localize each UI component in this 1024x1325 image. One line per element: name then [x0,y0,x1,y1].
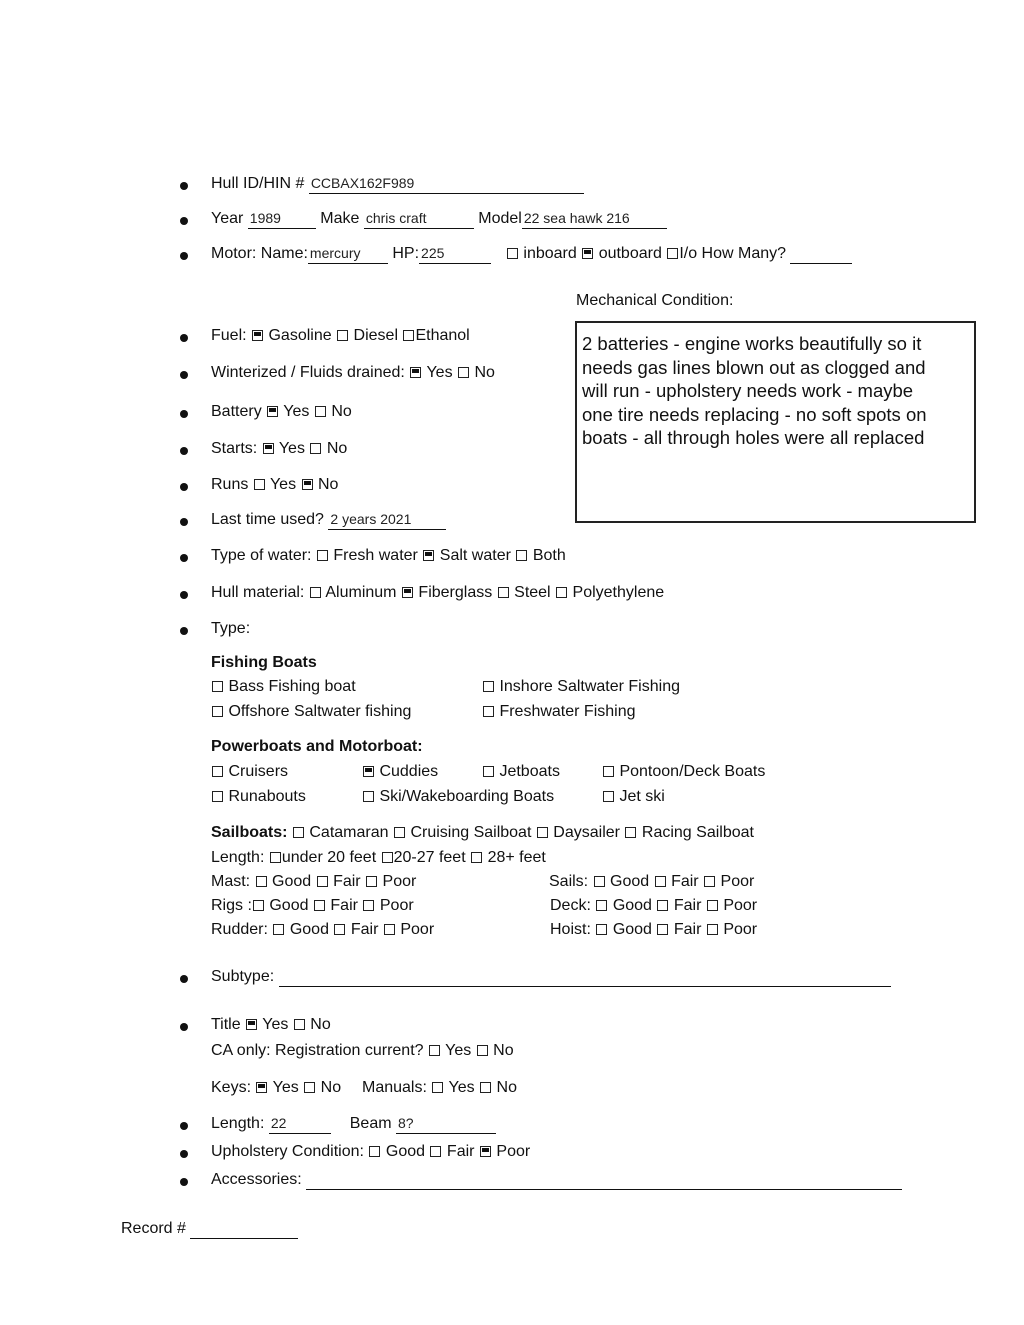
sail-title: Sailboats: [211,824,288,841]
hp-label: HP: [392,245,420,262]
manuals-no-checkbox[interactable] [480,1082,491,1093]
manuals-label: Manuals: [362,1079,427,1096]
under20-checkbox[interactable] [270,852,281,863]
deck-good-checkbox[interactable] [596,900,607,911]
make-label: Make [320,210,360,227]
sails-label: Sails: [549,873,589,890]
model-label: Model [478,210,522,227]
beam-value: 8? [398,1115,414,1131]
ethanol-checkbox[interactable] [403,330,414,341]
fiberglass-label: Fiberglass [418,584,493,601]
hp-value: 225 [421,245,445,261]
freshwater-label: Freshwater Fishing [499,703,636,720]
hoist-fair-checkbox[interactable] [657,924,668,935]
ski-option [362,787,554,807]
sails-fair-label: Fair [671,873,699,890]
sails-good-label: Good [610,873,650,890]
fresh-water-checkbox[interactable] [317,550,328,561]
beam-label: Beam [349,1115,392,1132]
bullet [180,182,188,190]
ski-label: Ski/Wakeboarding Boats [379,788,555,805]
offshore-checkbox[interactable] [212,706,223,717]
last-used-field[interactable] [328,511,446,530]
sail-length-label: Length: [211,849,265,866]
jetski-option [602,787,665,807]
battery-yes-label: Yes [283,403,310,420]
runs-yes-checkbox[interactable] [254,479,265,490]
steel-label: Steel [514,584,551,601]
bullet [180,591,188,599]
power-title: Powerboats and Motorboat: [211,738,423,755]
runs-no-label: No [317,476,339,493]
registration-yes-label: Yes [445,1042,472,1059]
motor-name-value: mercury [309,245,361,261]
jetski-label: Jet ski [619,788,665,805]
bass-option [211,677,356,697]
rigs-poor-checkbox[interactable] [363,900,374,911]
motor-name-field[interactable] [308,245,388,264]
rudder-good-label: Good [289,921,329,938]
deck-poor-checkbox[interactable] [707,900,718,911]
subtype-label: Subtype: [211,968,275,985]
sails-row [549,872,754,892]
bullet [180,1178,188,1186]
cruising-checkbox[interactable] [394,827,405,838]
upholstery-good-label: Good [385,1143,426,1160]
bullet [180,975,188,983]
record-label: Record # [121,1220,186,1237]
battery-yes-checkbox[interactable] [267,406,278,417]
bullet [180,483,188,491]
mast-row [211,872,416,892]
make-value: chris craft [365,210,427,226]
salt-water-label: Salt water [439,547,511,564]
catamaran-label: Catamaran [309,824,389,841]
cruisers-option [211,762,288,782]
28plus-checkbox[interactable] [471,852,482,863]
bullet [180,554,188,562]
under20-label: under 20 feet [281,849,377,866]
daysailer-checkbox[interactable] [537,827,548,838]
diesel-label: Diesel [353,327,399,344]
bullet [180,627,188,635]
cuddies-option [362,762,438,782]
jetboats-option [482,762,560,782]
sails-poor-label: Poor [720,873,755,890]
runs-no-checkbox[interactable] [302,479,313,490]
inboard-checkbox[interactable] [507,248,518,259]
starts-label: Starts: [211,440,258,457]
last-used-value: 2 years 2021 [330,511,412,527]
polyethylene-label: Polyethylene [572,584,665,601]
water-label: Type of water: [211,547,312,564]
inshore-option [482,677,680,697]
polyethylene-checkbox[interactable] [556,587,567,598]
rigs-row [211,896,414,916]
battery-no-checkbox[interactable] [315,406,326,417]
model-value: 22 sea hawk 216 [523,210,630,226]
ski-checkbox[interactable] [363,791,374,802]
mechanical-label: Mechanical Condition: [576,292,734,309]
cuddies-checkbox[interactable] [363,766,374,777]
sails-good-checkbox[interactable] [594,876,605,887]
mechanical-notes-box[interactable] [575,321,976,523]
jetski-checkbox[interactable] [603,791,614,802]
year-make-model-row [211,209,667,229]
upholstery-fair-checkbox[interactable] [430,1146,441,1157]
rigs-poor-label: Poor [379,897,414,914]
deck-fair-label: Fair [673,897,702,914]
keys-yes-label: Yes [272,1079,299,1096]
registration-no-checkbox[interactable] [477,1045,488,1056]
runs-yes-label: Yes [269,476,297,493]
keys-label: Keys: [211,1079,252,1096]
gasoline-label: Gasoline [268,327,332,344]
title-no-label: No [310,1016,331,1033]
20to27-checkbox[interactable] [382,852,393,863]
deck-row [550,896,757,916]
subtype-row [211,967,891,987]
steel-checkbox[interactable] [498,587,509,598]
runs-row [211,475,338,495]
mast-label: Mast: [211,873,251,890]
bullet [180,252,188,260]
inshore-checkbox[interactable] [483,681,494,692]
keys-no-label: No [320,1079,342,1096]
title-label: Title [211,1016,241,1033]
year-value: 1989 [249,210,281,226]
winterized-row [211,363,495,383]
starts-no-checkbox[interactable] [310,443,321,454]
deck-fair-checkbox[interactable] [657,900,668,911]
registration-yes-checkbox[interactable] [429,1045,440,1056]
type-label: Type: [211,620,251,637]
winterized-no-checkbox[interactable] [458,367,469,378]
title-row [211,1015,331,1035]
upholstery-row [211,1142,530,1162]
bass-checkbox[interactable] [212,681,223,692]
salt-water-checkbox[interactable] [423,550,434,561]
bullet [180,410,188,418]
upholstery-poor-label: Poor [496,1143,531,1160]
hoist-good-label: Good [612,921,652,938]
rudder-poor-label: Poor [400,921,435,938]
bullet [180,518,188,526]
20to27-label: 20-27 feet [393,849,466,866]
io-checkbox[interactable] [667,248,678,259]
offshore-label: Offshore Saltwater fishing [228,703,412,720]
hoist-poor-label: Poor [723,921,758,938]
title-yes-checkbox[interactable] [246,1019,257,1030]
upholstery-label: Upholstery Condition: [211,1143,364,1160]
make-field[interactable] [364,210,474,229]
starts-yes-checkbox[interactable] [263,443,274,454]
hull-material-row [211,583,664,603]
hoist-poor-checkbox[interactable] [707,924,718,935]
mast-fair-checkbox[interactable] [317,876,328,887]
upholstery-good-checkbox[interactable] [369,1146,380,1157]
jetboats-label: Jetboats [499,763,560,780]
battery-no-label: No [331,403,352,420]
winterized-no-label: No [474,364,495,381]
freshwater-checkbox[interactable] [483,706,494,717]
keys-manuals-row [211,1078,517,1098]
hoist-row [550,920,757,940]
cruisers-checkbox[interactable] [212,766,223,777]
outboard-label: outboard [598,245,662,262]
manuals-yes-label: Yes [448,1079,475,1096]
bullet [180,447,188,455]
jetboats-checkbox[interactable] [483,766,494,777]
bullet [180,1023,188,1031]
hull-id-label: Hull ID/HIN # [211,175,305,192]
last-used-row [211,510,446,530]
mast-good-checkbox[interactable] [256,876,267,887]
outboard-checkbox[interactable] [582,248,593,259]
mechanical-notes: 2 batteries - engine works beautifully so it needs gas lines blown out as clogged and will run - upholstery needs work - maybe one tire needs replacing - no soft spots on boats - all through holes were all replaced [582,333,927,448]
subtype-field[interactable] [279,968,891,987]
hull-id-value: CCBAX162F989 [310,175,415,191]
registration-no-label: No [493,1042,514,1059]
runs-label: Runs [211,476,249,493]
offshore-option [211,702,411,722]
record-row [121,1219,298,1239]
both-water-label: Both [532,547,566,564]
inboard-label: inboard [523,245,577,262]
how-many-field[interactable] [790,245,852,264]
rudder-label: Rudder: [211,921,268,938]
deck-poor-label: Poor [723,897,758,914]
gasoline-checkbox[interactable] [252,330,263,341]
runabouts-label: Runabouts [228,788,306,805]
diesel-checkbox[interactable] [337,330,348,341]
mast-poor-label: Poor [382,873,417,890]
sail-length-row [211,848,546,868]
pontoon-option [602,762,765,782]
rudder-fair-label: Fair [350,921,379,938]
battery-row [211,402,352,422]
beam-field[interactable] [396,1115,496,1134]
catamaran-checkbox[interactable] [293,827,304,838]
motor-row [211,244,852,264]
keys-no-checkbox[interactable] [304,1082,315,1093]
title-yes-label: Yes [262,1016,289,1033]
bass-label: Bass Fishing boat [228,678,356,695]
io-label: I/o How Many? [679,245,787,262]
title-no-checkbox[interactable] [294,1019,305,1030]
winterized-yes-checkbox[interactable] [410,367,421,378]
runabouts-option [211,787,306,807]
hull-material-label: Hull material: [211,584,305,601]
freshwater-option [482,702,636,722]
winterized-label: Winterized / Fluids drained: [211,364,405,381]
fuel-row [211,326,470,346]
fuel-label: Fuel: [211,327,247,344]
pontoon-checkbox[interactable] [603,766,614,777]
hoist-fair-label: Fair [673,921,702,938]
rigs-fair-label: Fair [330,897,358,914]
sails-fair-checkbox[interactable] [655,876,666,887]
fiberglass-checkbox[interactable] [402,587,413,598]
bullet [180,1122,188,1130]
hp-field[interactable] [419,245,491,264]
rigs-label: Rigs : [211,897,252,914]
length-field[interactable] [269,1115,331,1134]
record-field[interactable] [190,1220,298,1239]
cruisers-label: Cruisers [228,763,289,780]
accessories-label: Accessories: [211,1171,302,1188]
manuals-no-label: No [496,1079,517,1096]
28plus-label: 28+ feet [487,849,546,866]
fishing-title: Fishing Boats [211,654,317,671]
winterized-yes-label: Yes [426,364,453,381]
water-row [211,546,566,566]
registration-row [211,1041,514,1061]
rigs-fair-checkbox[interactable] [314,900,325,911]
accessories-row [211,1170,902,1190]
inshore-label: Inshore Saltwater Fishing [499,678,680,695]
last-used-label: Last time used? [211,511,324,528]
year-field[interactable] [248,210,316,229]
racing-checkbox[interactable] [625,827,636,838]
rudder-row [211,920,434,940]
cuddies-label: Cuddies [379,763,439,780]
mast-poor-checkbox[interactable] [366,876,377,887]
deck-label: Deck: [550,897,591,914]
hull-id-field[interactable] [309,175,584,194]
rigs-good-checkbox[interactable] [253,900,264,911]
hoist-label: Hoist: [550,921,591,938]
bullet [180,1150,188,1158]
rigs-good-label: Good [269,897,309,914]
mast-fair-label: Fair [333,873,361,890]
sailboats-row [211,823,754,843]
starts-no-label: No [326,440,348,457]
mast-good-label: Good [272,873,312,890]
upholstery-fair-label: Fair [446,1143,475,1160]
battery-label: Battery [211,403,262,420]
starts-yes-label: Yes [278,440,305,457]
runabouts-checkbox[interactable] [212,791,223,802]
bullet [180,217,188,225]
racing-label: Racing Sailboat [641,824,754,841]
model-field[interactable] [522,210,667,229]
deck-good-label: Good [612,897,652,914]
upholstery-poor-checkbox[interactable] [480,1146,491,1157]
sails-poor-checkbox[interactable] [704,876,715,887]
rudder-fair-checkbox[interactable] [334,924,345,935]
aluminum-label: Aluminum [325,584,397,601]
cruising-label: Cruising Sailboat [410,824,532,841]
length-value: 22 [270,1115,287,1131]
aluminum-checkbox[interactable] [310,587,321,598]
registration-label: CA only: Registration current? [211,1042,424,1059]
rudder-good-checkbox[interactable] [273,924,284,935]
both-water-checkbox[interactable] [516,550,527,561]
fresh-water-label: Fresh water [333,547,418,564]
ethanol-label: Ethanol [415,327,470,344]
year-label: Year [211,210,244,227]
pontoon-label: Pontoon/Deck Boats [619,763,766,780]
rudder-poor-checkbox[interactable] [384,924,395,935]
length-beam-row [211,1114,496,1134]
keys-yes-checkbox[interactable] [256,1082,267,1093]
starts-row [211,439,347,459]
hull-id-row [211,174,584,194]
length-label: Length: [211,1115,265,1132]
daysailer-label: Daysailer [553,824,620,841]
accessories-field[interactable] [306,1171,902,1190]
hoist-good-checkbox[interactable] [596,924,607,935]
bullet [180,334,188,342]
manuals-yes-checkbox[interactable] [432,1082,443,1093]
bullet [180,371,188,379]
motor-name-label: Motor: Name: [211,245,308,262]
